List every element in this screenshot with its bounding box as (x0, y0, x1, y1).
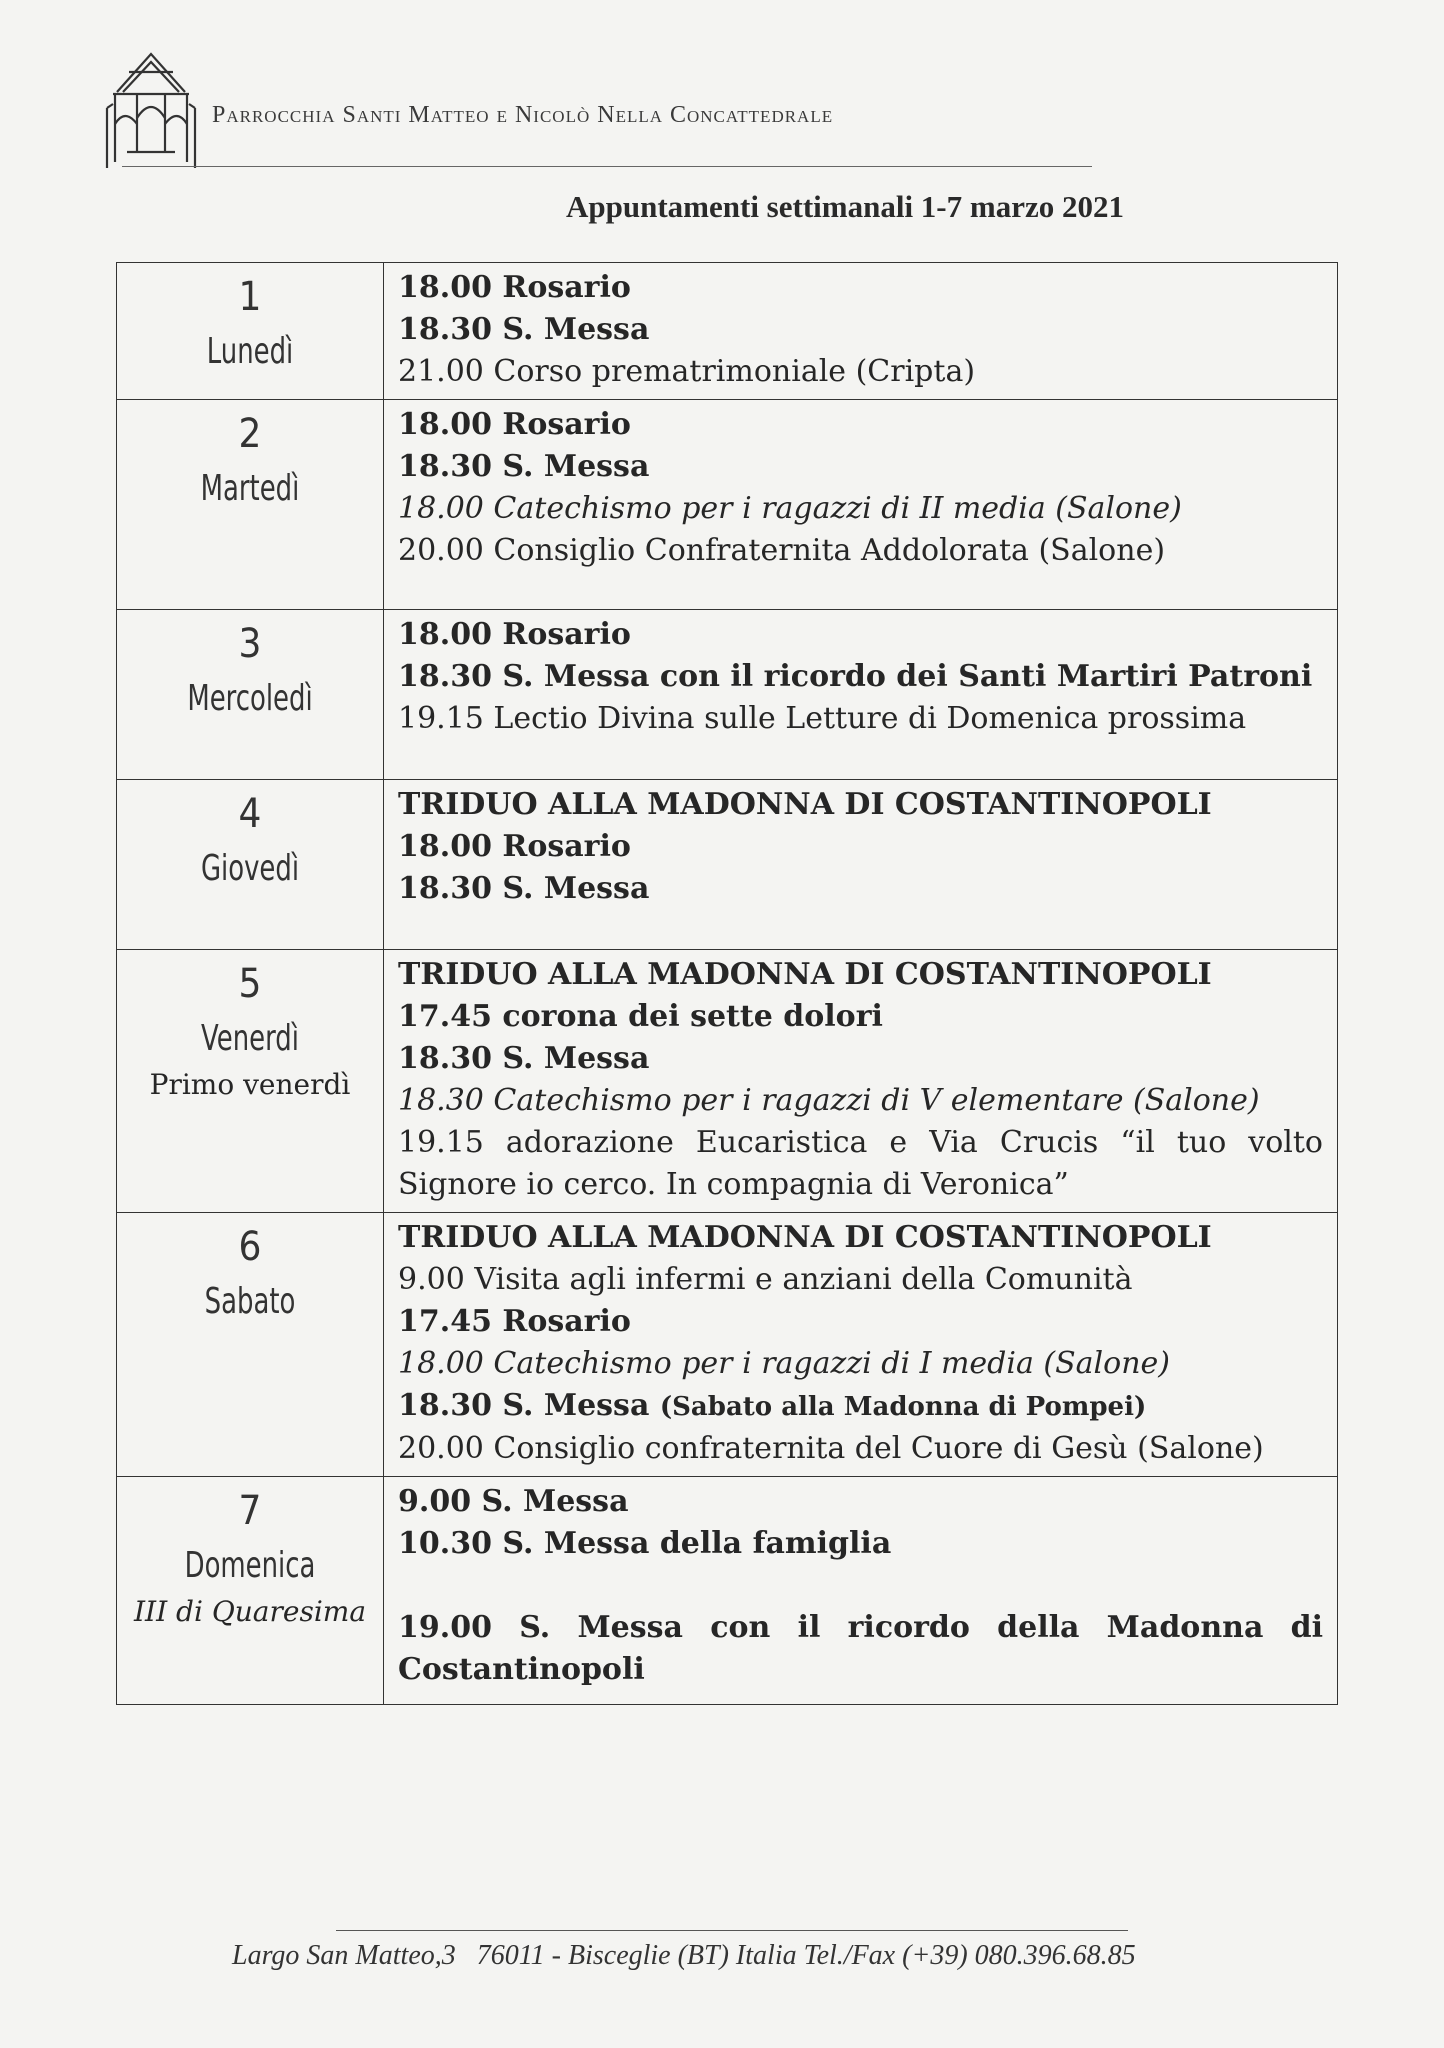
event-line (398, 1481, 1323, 1523)
event-line (398, 1385, 1323, 1428)
day-cell (117, 780, 384, 950)
event-text: 17.45 corona dei sette dolori (398, 999, 883, 1034)
weekly-schedule-table (116, 262, 1338, 1705)
event-text: 18.00 Rosario (398, 407, 631, 442)
schedule-row (117, 950, 1338, 1213)
event-text: 19.15 adorazione Eucaristica e Via Crucis “il tuo volto (398, 1125, 1323, 1160)
page-title: Appuntamenti settimanali 1-7 marzo 2021 (566, 189, 1124, 224)
day-cell (117, 400, 384, 610)
event-text: 18.30 Catechismo per i ragazzi di V elementare (Salone) (398, 1083, 1260, 1118)
event-line (398, 698, 1323, 740)
event-line (398, 1428, 1323, 1470)
events-cell (384, 400, 1338, 610)
event-text: 18.30 S. Messa con il ricordo dei Santi Martiri Patroni (398, 659, 1313, 694)
event-line (398, 530, 1323, 572)
events-cell (384, 780, 1338, 950)
schedule-row (117, 263, 1338, 400)
event-line (398, 954, 1323, 996)
event-text: 9.00 Visita agli infermi e anziani della Comunità (398, 1262, 1133, 1297)
event-text: 18.00 Rosario (398, 617, 631, 652)
event-line (398, 784, 1323, 826)
event-line (398, 404, 1323, 446)
event-text: 17.45 Rosario (398, 1304, 631, 1339)
event-spacer (398, 1565, 1323, 1607)
day-cell (117, 610, 384, 780)
day-number: 3 (238, 621, 262, 667)
event-line (398, 488, 1323, 530)
event-note: (Sabato alla Madonna di Pompei) (659, 1392, 1147, 1422)
event-line (398, 1038, 1323, 1080)
parish-name: Parrocchia Santi Matteo e Nicolò Nella Concattedrale (212, 102, 834, 128)
day-name: Venerdì (201, 1018, 299, 1059)
day-number: 1 (238, 274, 262, 320)
day-name: Sabato (204, 1281, 296, 1322)
event-text: 19.00 S. Messa con il ricordo della Madonna di (398, 1610, 1323, 1645)
event-text: 18.30 S. Messa (398, 871, 650, 906)
event-text: 9.00 S. Messa (398, 1484, 629, 1519)
event-text: 18.00 Catechismo per i ragazzi di II media (Salone) (398, 491, 1182, 526)
schedule-row (117, 780, 1338, 950)
event-line (398, 1122, 1323, 1164)
event-line (398, 1080, 1323, 1122)
event-text: 18.00 Catechismo per i ragazzi di I media (Salone) (398, 1346, 1170, 1381)
event-text: 21.00 Corso prematrimoniale (Cripta) (398, 354, 976, 389)
event-line (398, 1607, 1323, 1649)
events-cell (384, 950, 1338, 1213)
day-cell (117, 1477, 384, 1705)
event-text: 20.00 Consiglio confraternita del Cuore di Gesù (Salone) (398, 1431, 1264, 1466)
schedule-row (117, 1477, 1338, 1705)
footer-address: Largo San Matteo,3 76011 - Bisceglie (BT) Italia Tel./Fax (+39) 080.396.68.85 (232, 1940, 1136, 1971)
event-line (398, 351, 1323, 393)
day-note: Primo venerdì (149, 1068, 351, 1101)
event-text: 20.00 Consiglio Confraternita Addolorata (Salone) (398, 533, 1166, 568)
event-text: TRIDUO ALLA MADONNA DI COSTANTINOPOLI (398, 957, 1212, 992)
event-line (398, 826, 1323, 868)
event-text: 10.30 S. Messa della famiglia (398, 1526, 892, 1561)
event-line (398, 1649, 1323, 1691)
event-line (398, 309, 1323, 351)
event-line (398, 868, 1323, 910)
events-cell (384, 1213, 1338, 1477)
day-cell (117, 1213, 384, 1477)
day-name: Domenica (184, 1545, 316, 1586)
event-line (398, 1164, 1323, 1206)
event-text: 18.30 S. Messa (398, 1388, 650, 1423)
day-note: III di Quaresima (133, 1595, 367, 1628)
day-cell (117, 950, 384, 1213)
event-text: 18.00 Rosario (398, 829, 631, 864)
event-text: 18.30 S. Messa (398, 449, 650, 484)
event-line (398, 1301, 1323, 1343)
event-line (398, 1217, 1323, 1259)
day-number: 6 (238, 1224, 262, 1270)
schedule-row (117, 610, 1338, 780)
event-text: 19.15 Lectio Divina sulle Letture di Domenica prossima (398, 701, 1247, 736)
event-text: 18.30 S. Messa (398, 312, 650, 347)
events-cell (384, 263, 1338, 400)
event-line (398, 1343, 1323, 1385)
event-line (398, 1259, 1323, 1301)
event-line (398, 996, 1323, 1038)
day-number: 2 (238, 411, 262, 457)
event-line (398, 1523, 1323, 1565)
header-divider (122, 166, 1092, 167)
event-line (398, 267, 1323, 309)
events-cell (384, 610, 1338, 780)
event-text: Signore io cerco. In compagnia di Veronica” (398, 1167, 1069, 1202)
schedule-row (117, 400, 1338, 610)
parish-logo (103, 48, 199, 168)
event-line (398, 614, 1323, 656)
day-number: 4 (238, 791, 262, 837)
event-text: 18.00 Rosario (398, 270, 631, 305)
day-cell (117, 263, 384, 400)
day-name: Lunedì (206, 331, 294, 372)
footer-divider (336, 1930, 1128, 1931)
event-line (398, 446, 1323, 488)
day-name: Mercoledì (187, 678, 313, 719)
event-text: TRIDUO ALLA MADONNA DI COSTANTINOPOLI (398, 787, 1212, 822)
schedule-row (117, 1213, 1338, 1477)
day-number: 5 (238, 961, 262, 1007)
day-number: 7 (238, 1488, 262, 1534)
day-name: Martedì (200, 468, 300, 509)
event-text: Costantinopoli (398, 1652, 645, 1687)
event-text: TRIDUO ALLA MADONNA DI COSTANTINOPOLI (398, 1220, 1212, 1255)
event-text: 18.30 S. Messa (398, 1041, 650, 1076)
event-line (398, 656, 1323, 698)
day-name: Giovedì (200, 848, 300, 889)
events-cell (384, 1477, 1338, 1705)
